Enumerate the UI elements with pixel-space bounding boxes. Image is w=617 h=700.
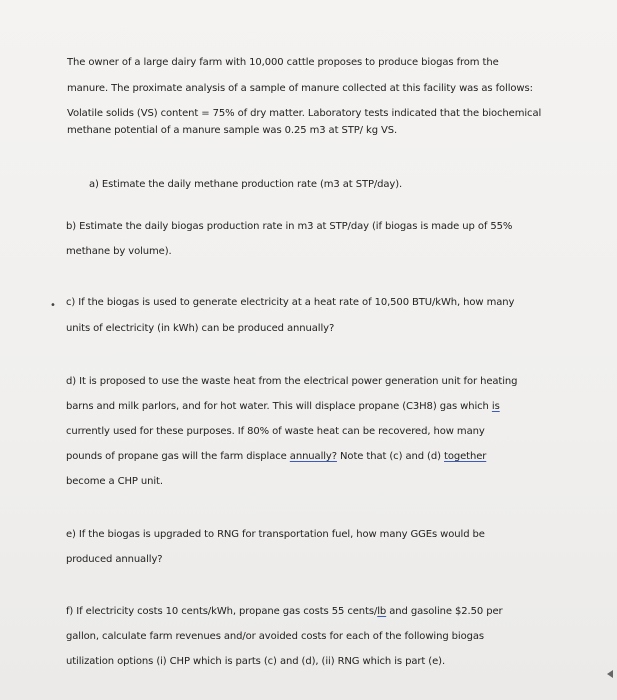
question-f-line-2: gallon, calculate farm revenues and/or avoided costs for each of the following biogas <box>66 631 484 642</box>
intro-line-1: The owner of a large dairy farm with 10,000 cattle proposes to produce biogas from the <box>67 57 499 68</box>
question-d-underlined-together: together <box>444 451 487 462</box>
question-d-line-4-text-a: pounds of propane gas will the farm displace <box>66 451 287 462</box>
bullet-marker: • <box>50 300 56 311</box>
intro-line-3: Volatile solids (VS) content = 75% of dry matter. Laboratory tests indicated that the biochemical <box>67 108 542 119</box>
question-d-underlined-annually: annually? <box>289 451 337 462</box>
question-d-underlined-is: is <box>491 401 500 412</box>
intro-line-4: methane potential of a manure sample was 0.25 m3 at STP/ kg VS. <box>67 125 398 136</box>
question-a-line-1: a) Estimate the daily methane production rate (m3 at STP/day). <box>89 179 403 190</box>
question-f-line-1-text-b: and gasoline $2.50 per <box>389 606 503 617</box>
intro-line-2: manure. The proximate analysis of a sample of manure collected at this facility was as follows: <box>67 83 533 94</box>
question-d-line-2-text: barns and milk parlors, and for hot water. This will displace propane (C3H8) gas which <box>66 401 489 412</box>
question-b-line-1: b) Estimate the daily biogas production rate in m3 at STP/day (if biogas is made up of 55% <box>66 221 513 232</box>
question-f-line-1-text-a: f) If electricity costs 10 cents/kWh, propane gas costs 55 cents/ <box>66 606 378 617</box>
question-f-line-1 <box>66 605 503 619</box>
question-e-line-2: produced annually? <box>66 554 163 565</box>
question-e-line-1: e) If the biogas is upgraded to RNG for transportation fuel, how many GGEs would be <box>66 529 485 540</box>
page-edge-arrow-icon <box>607 670 613 678</box>
question-d-line-3: currently used for these purposes. If 80% of waste heat can be recovered, how many <box>66 426 485 437</box>
question-c-line-2: units of electricity (in kWh) can be produced annually? <box>66 323 335 334</box>
question-d-line-1: d) It is proposed to use the waste heat from the electrical power generation unit for heating <box>66 376 518 387</box>
question-d-line-5: become a CHP unit. <box>66 476 163 487</box>
question-d-line-4-text-b: Note that (c) and (d) <box>340 451 441 462</box>
question-d-line-4 <box>66 450 486 464</box>
question-b-line-2: methane by volume). <box>66 246 172 257</box>
question-f-underlined-lb: lb <box>377 606 387 617</box>
question-d-line-2 <box>66 400 500 414</box>
question-c-line-1: c) If the biogas is used to generate electricity at a heat rate of 10,500 BTU/kWh, how many <box>66 297 515 308</box>
question-f-line-3: utilization options (i) CHP which is parts (c) and (d), (ii) RNG which is part (e). <box>66 656 446 667</box>
